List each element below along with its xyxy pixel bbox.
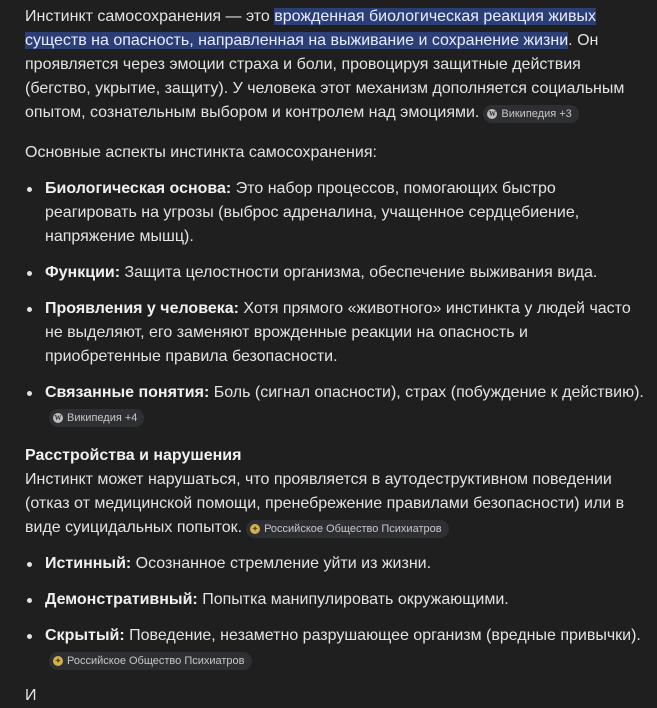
list-item [25,177,647,249]
society-seal-icon: ✦ [53,656,63,666]
list-item [25,624,647,672]
list-item [25,261,647,285]
item-text: Боль (сигнал опасности), страх (побуждение к действию). [209,384,644,401]
source-chip-rop[interactable] [246,520,449,538]
item-term: Истинный: [45,555,132,572]
wikipedia-icon: W [54,414,62,422]
trailing-text: И [25,687,37,704]
intro-lead: Инстинкт самосохранения — это [25,8,275,25]
types-list [25,552,647,672]
item-text: Попытка манипулировать окружающими. [197,591,509,608]
item-text: Защита целостности организма, обеспечение выживания вида. [120,264,598,281]
item-term: Функции: [45,264,121,281]
item-term: Скрытый: [45,627,125,644]
source-chip-label: Российское Общество Психиатров [67,655,245,667]
list-item [25,381,647,429]
item-text: Осознанное стремление уйти из жизни. [131,555,432,572]
item-text: Хотя прямого «животного» инстинкта у людей часто не выделяют, его заменяют врожденные реакции на опасность и приобретенные правила безопасности. [45,300,631,365]
aspects-heading: Основные аспекты инстинкта самосохранения: [25,144,377,161]
list-item [25,588,647,612]
intro-paragraph [25,5,647,125]
source-chip-label: Российское Общество Психиатров [264,523,442,535]
item-text: Поведение, незаметно разрушающее организм (вредные привычки). [124,627,641,644]
aspects-list [25,177,647,429]
source-chip-wikipedia[interactable] [49,409,144,427]
source-chip-wikipedia[interactable] [483,105,578,123]
society-seal-icon: ✦ [250,524,260,534]
disorders-heading: Расстройства и нарушения [25,447,242,464]
source-chip-label: Википедия +3 [501,108,572,120]
list-item [25,552,647,576]
disorders-text: Инстинкт может нарушаться, что проявляется в аутодеструктивном поведении (отказ от медицинской помощи, пренебрежение правилами безопасности) или в виде суицидальных попыток. [25,471,625,536]
disorders-paragraph [25,468,647,540]
item-term: Проявления у человека: [45,300,239,317]
item-term: Демонстративный: [45,591,198,608]
wikipedia-icon: W [488,110,496,118]
selected-text[interactable]: врожденная биологическая реакция живых существ на опасность, направленная на выживание и сохранение жизни [25,8,596,49]
intro-rest: . Он проявляется через эмоции страха и боли, провоцируя защитные действия (бегство, укрытие, защиту). У человека этот механизм дополняется социальным опытом, сознательным выбором и контролем над эмоциями. [25,32,625,121]
list-item [25,297,647,369]
source-chip-label: Википедия +4 [67,412,138,424]
item-text: Это набор процессов, помогающих быстро реагировать на угрозы (выброс адреналина, учащенное сердцебиение, напряжение мышц). [45,180,580,245]
source-chip-rop[interactable] [49,652,252,670]
item-term: Связанные понятия: [45,384,210,401]
item-term: Биологическая основа: [45,180,232,197]
